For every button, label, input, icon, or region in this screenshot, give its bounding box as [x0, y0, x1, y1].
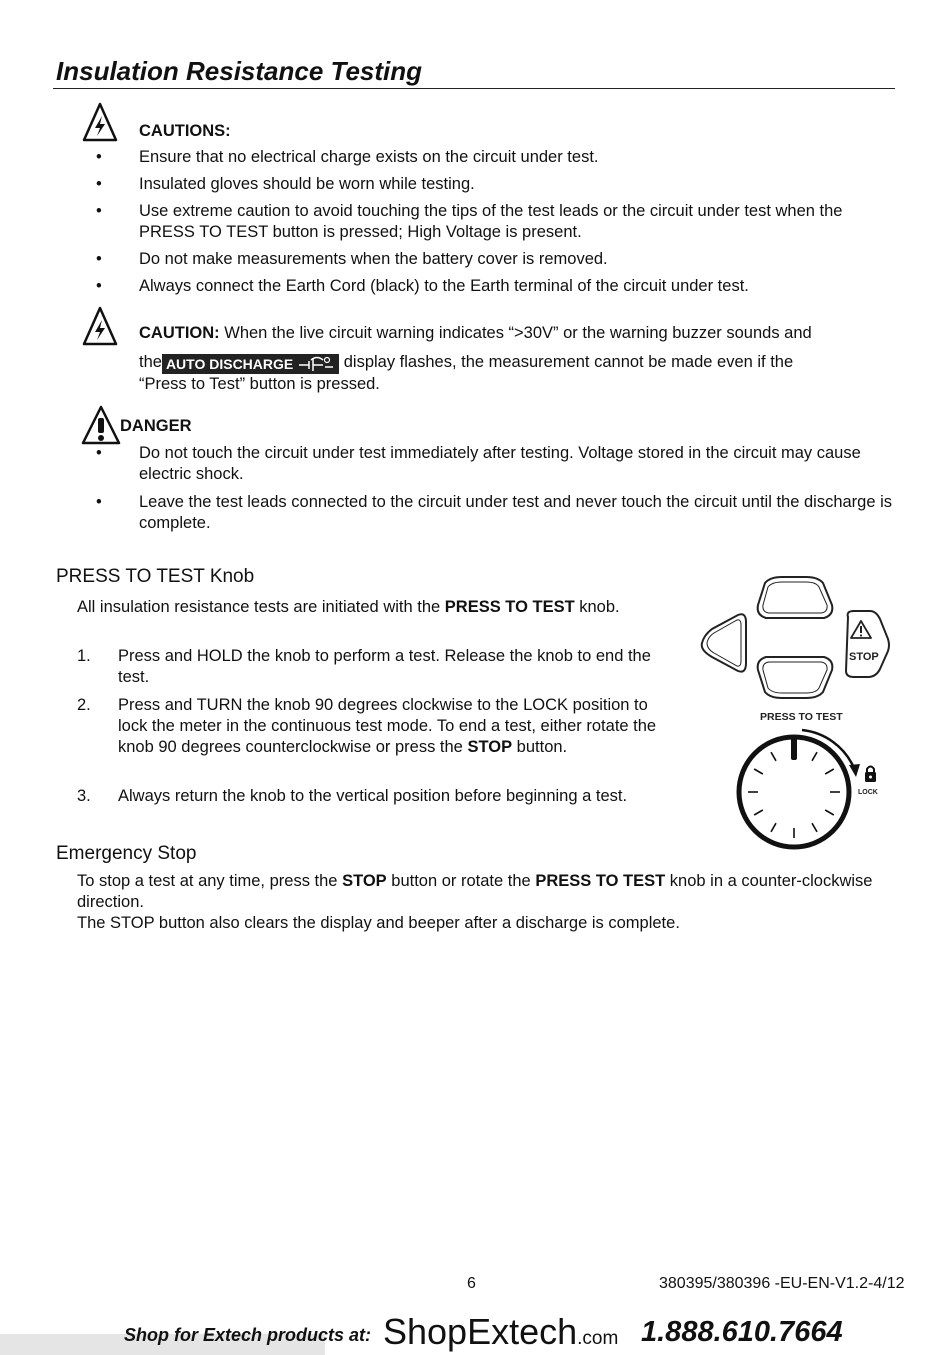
knob-grip-tick: [771, 823, 776, 832]
document-id: 380395/380396 -EU-EN-V1.2-4/12: [659, 1275, 905, 1292]
knob-intro: All insulation resistance tests are initiated with the PRESS TO TEST knob.: [77, 598, 620, 616]
stop-label: STOP: [849, 651, 879, 663]
lock-label: LOCK: [858, 789, 878, 796]
knob-grip-tick: [825, 769, 834, 774]
bullet-icon: •: [96, 148, 102, 166]
high-voltage-warning-icon: [82, 306, 118, 346]
high-voltage-warning-icon: [82, 102, 118, 142]
danger-warning-icon: [81, 405, 121, 445]
caution-line3: “Press to Test” button is pressed.: [139, 375, 380, 393]
emergency-note: The STOP button also clears the display and beeper after a discharge is complete.: [77, 914, 680, 932]
knob-grip-tick: [812, 823, 817, 832]
press-to-test-knob: [739, 737, 849, 847]
up-arrow-button: [758, 577, 833, 618]
press-to-test-label: PRESS TO TEST: [760, 711, 843, 723]
lock-icon: [865, 767, 876, 783]
emergency-heading: Emergency Stop: [56, 843, 197, 864]
knob-grip-tick: [812, 752, 817, 761]
shop-text: Shop for Extech products at:: [124, 1325, 372, 1345]
cautions-heading: CAUTIONS:: [139, 122, 231, 140]
danger-heading: DANGER: [120, 417, 192, 435]
bullet-icon: •: [96, 250, 102, 268]
caution-label: CAUTION:: [139, 324, 220, 342]
caution-paragraph: [139, 323, 899, 344]
caution-line2: the AUTO DISCHARGE display flashes, the measurement cannot be made even if the: [139, 353, 794, 372]
page-title: Insulation Resistance Testing: [56, 56, 423, 86]
bullet-icon: •: [96, 277, 102, 295]
knob-grip-tick: [771, 752, 776, 761]
meter-controls-figure: [690, 575, 900, 850]
knob-grip-tick: [825, 810, 834, 815]
left-arrow-button: [702, 614, 746, 671]
discharge-symbol-icon: [297, 356, 335, 372]
caution-line1: When the live circuit warning indicates “>30V” or the warning buzzer sounds and: [224, 324, 812, 342]
title-rule: [53, 88, 895, 89]
down-arrow-button: [758, 657, 833, 698]
bullet-icon: •: [96, 202, 102, 220]
shop-link[interactable]: ShopExtech.com: [383, 1311, 619, 1352]
bullet-icon: •: [96, 493, 102, 511]
bullet-icon: •: [96, 175, 102, 193]
auto-discharge-badge: AUTO DISCHARGE: [162, 354, 339, 374]
page-number: 6: [467, 1275, 476, 1292]
stop-button: [846, 611, 889, 677]
emergency-paragraph: To stop a test at any time, press the STOP button or rotate the PRESS TO TEST knob in a counter-clockwise direction.: [77, 872, 873, 911]
phone-number: 1.888.610.7664: [641, 1316, 843, 1348]
knob-section-heading: PRESS TO TEST Knob: [56, 566, 255, 587]
knob-grip-tick: [754, 810, 763, 815]
bullet-icon: •: [96, 444, 102, 462]
knob-grip-tick: [754, 769, 763, 774]
